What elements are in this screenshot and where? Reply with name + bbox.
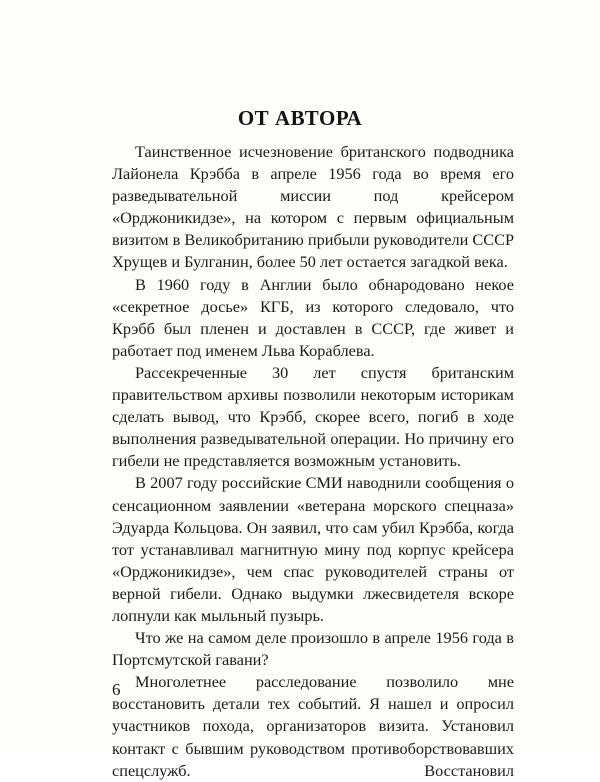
paragraph: Рассекреченные 30 лет спустя британским правительством архивы позволили некоторым историкам сделать вывод, что Крэбб, скорее всего, погиб в ходе выполнения разведывательной операции. Но причину его гибели не представляется возможным установить. — [112, 362, 514, 471]
paragraph: Что же на самом деле произошло в апреле 1956 года в Портсмутской гавани? — [112, 628, 514, 670]
paragraph: В 2007 году российские СМИ наводнили сообщения о сенсационном заявлении «ветерана морского спецназа» Эдуарда Кольцова. Он заявил, что сам убил Крэбба, когда тот устанавливал магнитную мину под корпус крейсера «Орджоникидзе», чем спас руководителей страны от верной гибели. Однако выдумки лжесвидетеля вскоре лопнули как мыльный пузырь. — [112, 473, 514, 625]
body-text — [112, 141, 514, 782]
page-title: ОТ АВТОРА — [237, 106, 363, 130]
paragraph: Таинственное исчезновение британского подводника Лайонела Крэбба в апреле 1956 года во время его разведывательной миссии под крейсером «Орджоникидзе», на котором с первым официальным визитом в Великобританию прибыли руководители СССР Хрущев и Булганин, более 50 лет остается загадкой века. — [112, 142, 515, 272]
paragraph: В 1960 году в Англии было обнародовано некое «секретное досье» КГБ, из которого следовало, что Крэбб был пленен и доставлен в СССР, где живет и работает под именем Льва Кораблева. — [112, 274, 514, 360]
paragraph: Многолетнее расследование позволило мне восстановить детали тех событий. Я нашел и опросил участников похода, организаторов визита. Установил контакт с бывшим руководством противоборствовавших спецслужб. Восстановил — [112, 672, 514, 780]
page-number: 6 — [112, 680, 121, 699]
